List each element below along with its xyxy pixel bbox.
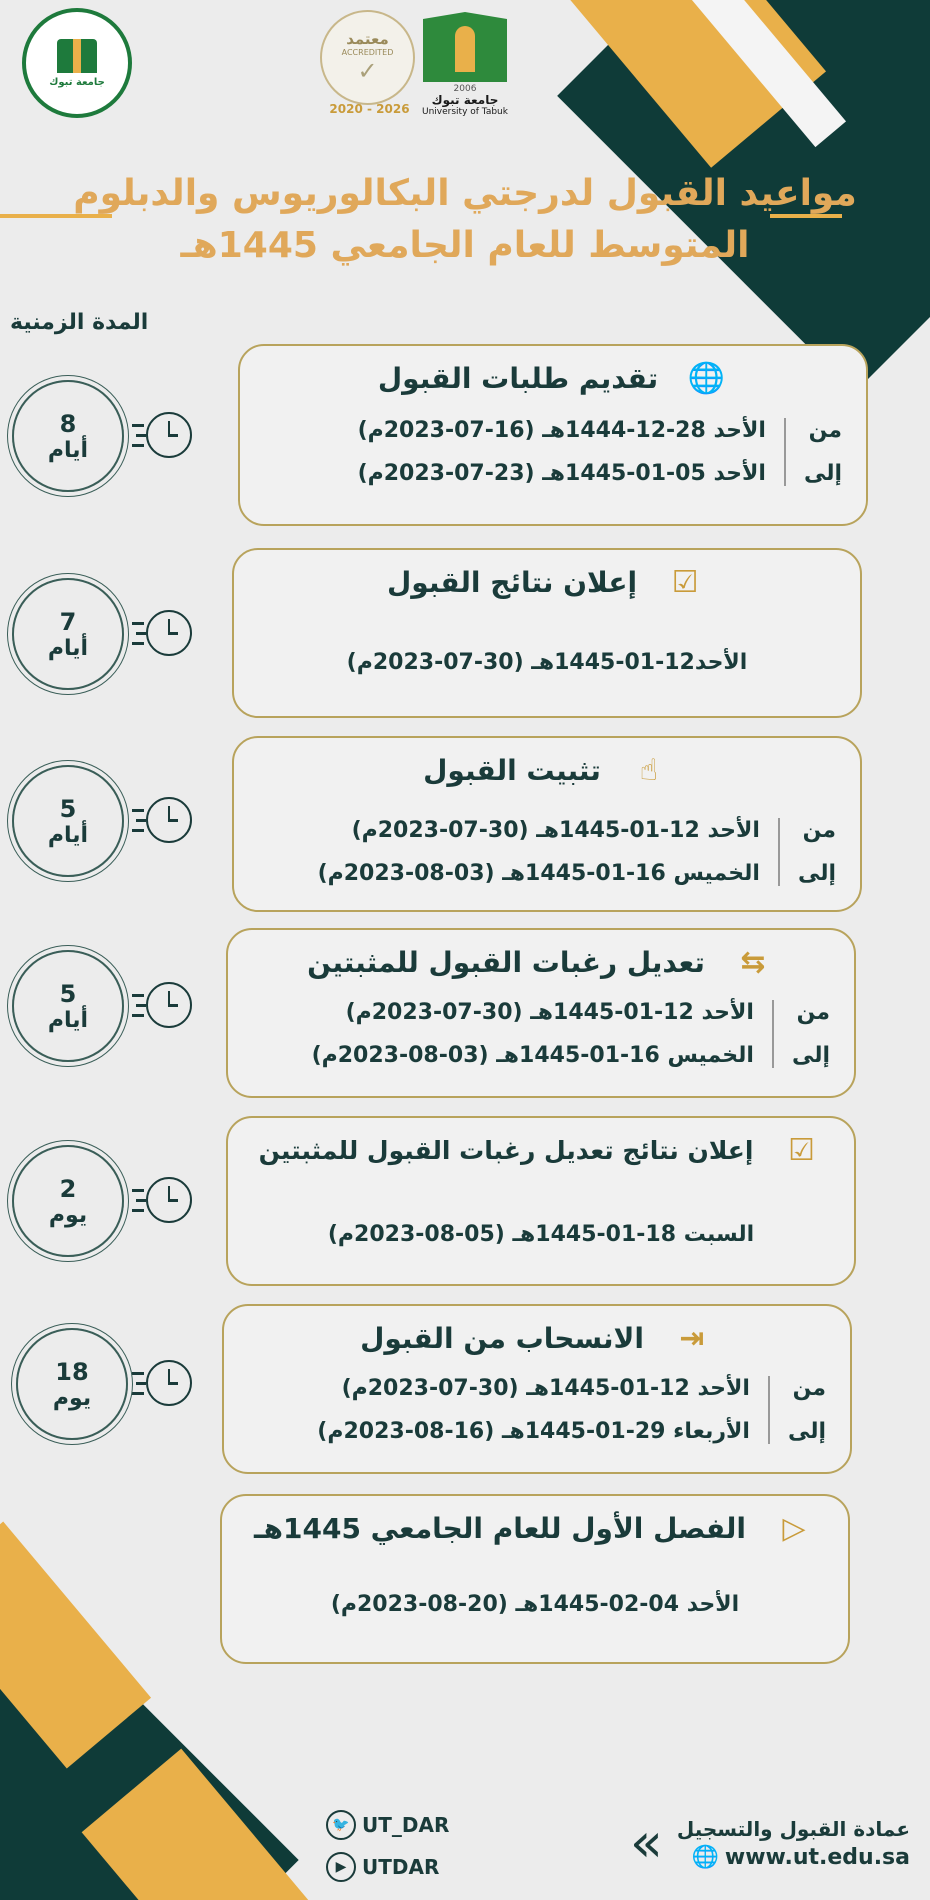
duration-unit: أيام (47, 635, 89, 661)
duration-unit: أيام (47, 822, 89, 848)
card-admission-confirmation (232, 736, 862, 912)
to-label: إلى (791, 1043, 830, 1068)
page-title (0, 168, 930, 272)
check-icon: ☑ (788, 1132, 815, 1168)
play-icon: ▷ (782, 1510, 806, 1546)
university-name-ar: جامعة تبوك (431, 93, 499, 107)
single-date: السبت 18-01-1445هـ (05-08-2023م) (327, 1222, 755, 1247)
to-label: إلى (797, 861, 836, 886)
duration-number: 7 (59, 607, 77, 636)
clock-icon (132, 982, 192, 1028)
clock-icon (132, 1177, 192, 1223)
duration-badge (12, 1145, 124, 1257)
accreditation-seal-en: ACCREDITED (341, 48, 394, 57)
single-date: الأحد12-01-1445هـ (30-07-2023م) (346, 650, 748, 675)
duration-number: 5 (59, 979, 77, 1008)
card-first-semester (220, 1494, 850, 1664)
from-label: من (802, 818, 836, 843)
youtube-link[interactable]: ▶ UTDAR (326, 1852, 449, 1882)
university-logo-book (423, 12, 507, 82)
website-link[interactable]: 🌐 www.ut.edu.sa (691, 1844, 910, 1870)
double-chevron-icon: » (629, 1811, 663, 1874)
from-date: الأحد 28-12-1444هـ (16-07-2023م) (357, 418, 766, 443)
duration-badge (12, 380, 124, 492)
clock-icon (132, 1360, 192, 1406)
accreditation-seal-ar: معتمد (346, 30, 389, 48)
clock-icon (132, 610, 192, 656)
duration-badge (16, 1328, 128, 1440)
from-label: من (792, 1376, 826, 1401)
accreditation-years: 2020 - 2026 (329, 102, 410, 116)
hand-check-icon: ☝ (639, 752, 659, 788)
card-modify-preferences (226, 928, 856, 1098)
duration-badge (12, 950, 124, 1062)
university-logo (420, 12, 510, 130)
from-label: من (808, 418, 842, 443)
from-date: الأحد 12-01-1445هـ (30-07-2023م) (351, 818, 760, 843)
card-title: الانسحاب من القبول (360, 1321, 644, 1355)
single-date: الأحد 04-02-1445هـ (20-08-2023م) (330, 1592, 740, 1617)
university-logo-year: 2006 (453, 84, 477, 94)
globe-cursor-icon: 🌐 (687, 360, 725, 396)
to-label: إلى (803, 461, 842, 486)
check-icon: ☑ (671, 564, 699, 600)
card-title: تثبيت القبول (423, 753, 601, 787)
deanship-logo-mark (57, 39, 97, 73)
university-name-en: University of Tabuk (422, 107, 508, 118)
footer-contact (629, 1811, 910, 1874)
card-title: إعلان نتائج تعديل رغبات القبول للمثبتين (258, 1135, 754, 1165)
duration-badge (12, 765, 124, 877)
page-title-line-1: مواعيد القبول لدرجتي البكالوريوس والدبلوم (73, 173, 857, 214)
to-label: إلى (787, 1419, 826, 1444)
youtube-icon: ▶ (326, 1852, 356, 1882)
duration-column-label: المدة الزمنية (10, 310, 149, 335)
social-links (326, 1810, 449, 1882)
card-title: تعديل رغبات القبول للمثبتين (307, 945, 705, 979)
duration-number: 18 (55, 1357, 89, 1386)
card-title: إعلان نتائج القبول (386, 565, 638, 599)
to-date: الخميس 16-01-1445هـ (03-08-2023م) (317, 861, 760, 886)
twitter-icon: 🐦 (326, 1810, 356, 1840)
twitter-link[interactable]: 🐦 UT_DAR (326, 1810, 449, 1840)
card-admission-results (232, 548, 862, 718)
duration-number: 5 (59, 794, 77, 823)
swap-icon: ⇆ (740, 944, 766, 980)
to-date: الخميس 16-01-1445هـ (03-08-2023م) (311, 1043, 754, 1068)
from-date: الأحد 12-01-1445هـ (30-07-2023م) (341, 1376, 750, 1401)
footer-deanship-name: عمادة القبول والتسجيل (676, 1816, 910, 1841)
to-date: الأحد 05-01-1445هـ (23-07-2023م) (357, 461, 766, 486)
card-title: تقديم طلبات القبول (377, 361, 659, 395)
accreditation-seal (320, 10, 415, 105)
card-application-submission (238, 344, 868, 526)
globe-icon: 🌐 (691, 1844, 719, 1870)
from-label: من (796, 1000, 830, 1025)
accreditation-check-icon: ✓ (357, 57, 378, 85)
duration-unit: يوم (52, 1385, 92, 1411)
duration-number: 8 (59, 409, 77, 438)
from-date: الأحد 12-01-1445هـ (30-07-2023م) (345, 1000, 754, 1025)
deanship-logo (22, 8, 132, 118)
clock-icon (132, 797, 192, 843)
deanship-logo-text: جامعة تبوك (49, 76, 105, 88)
card-title: الفصل الأول للعام الجامعي 1445هـ (254, 1511, 746, 1545)
card-modified-preferences-results (226, 1116, 856, 1286)
duration-badge (12, 578, 124, 690)
duration-unit: يوم (48, 1202, 88, 1228)
exit-icon: ⇥ (679, 1320, 705, 1356)
duration-number: 2 (59, 1174, 77, 1203)
duration-unit: أيام (47, 1007, 89, 1033)
duration-unit: أيام (47, 437, 89, 463)
to-date: الأربعاء 29-01-1445هـ (16-08-2023م) (317, 1419, 750, 1444)
page-title-line-2: المتوسط للعام الجامعي 1445هـ (180, 225, 750, 267)
card-withdrawal (222, 1304, 852, 1474)
clock-icon (132, 412, 192, 458)
